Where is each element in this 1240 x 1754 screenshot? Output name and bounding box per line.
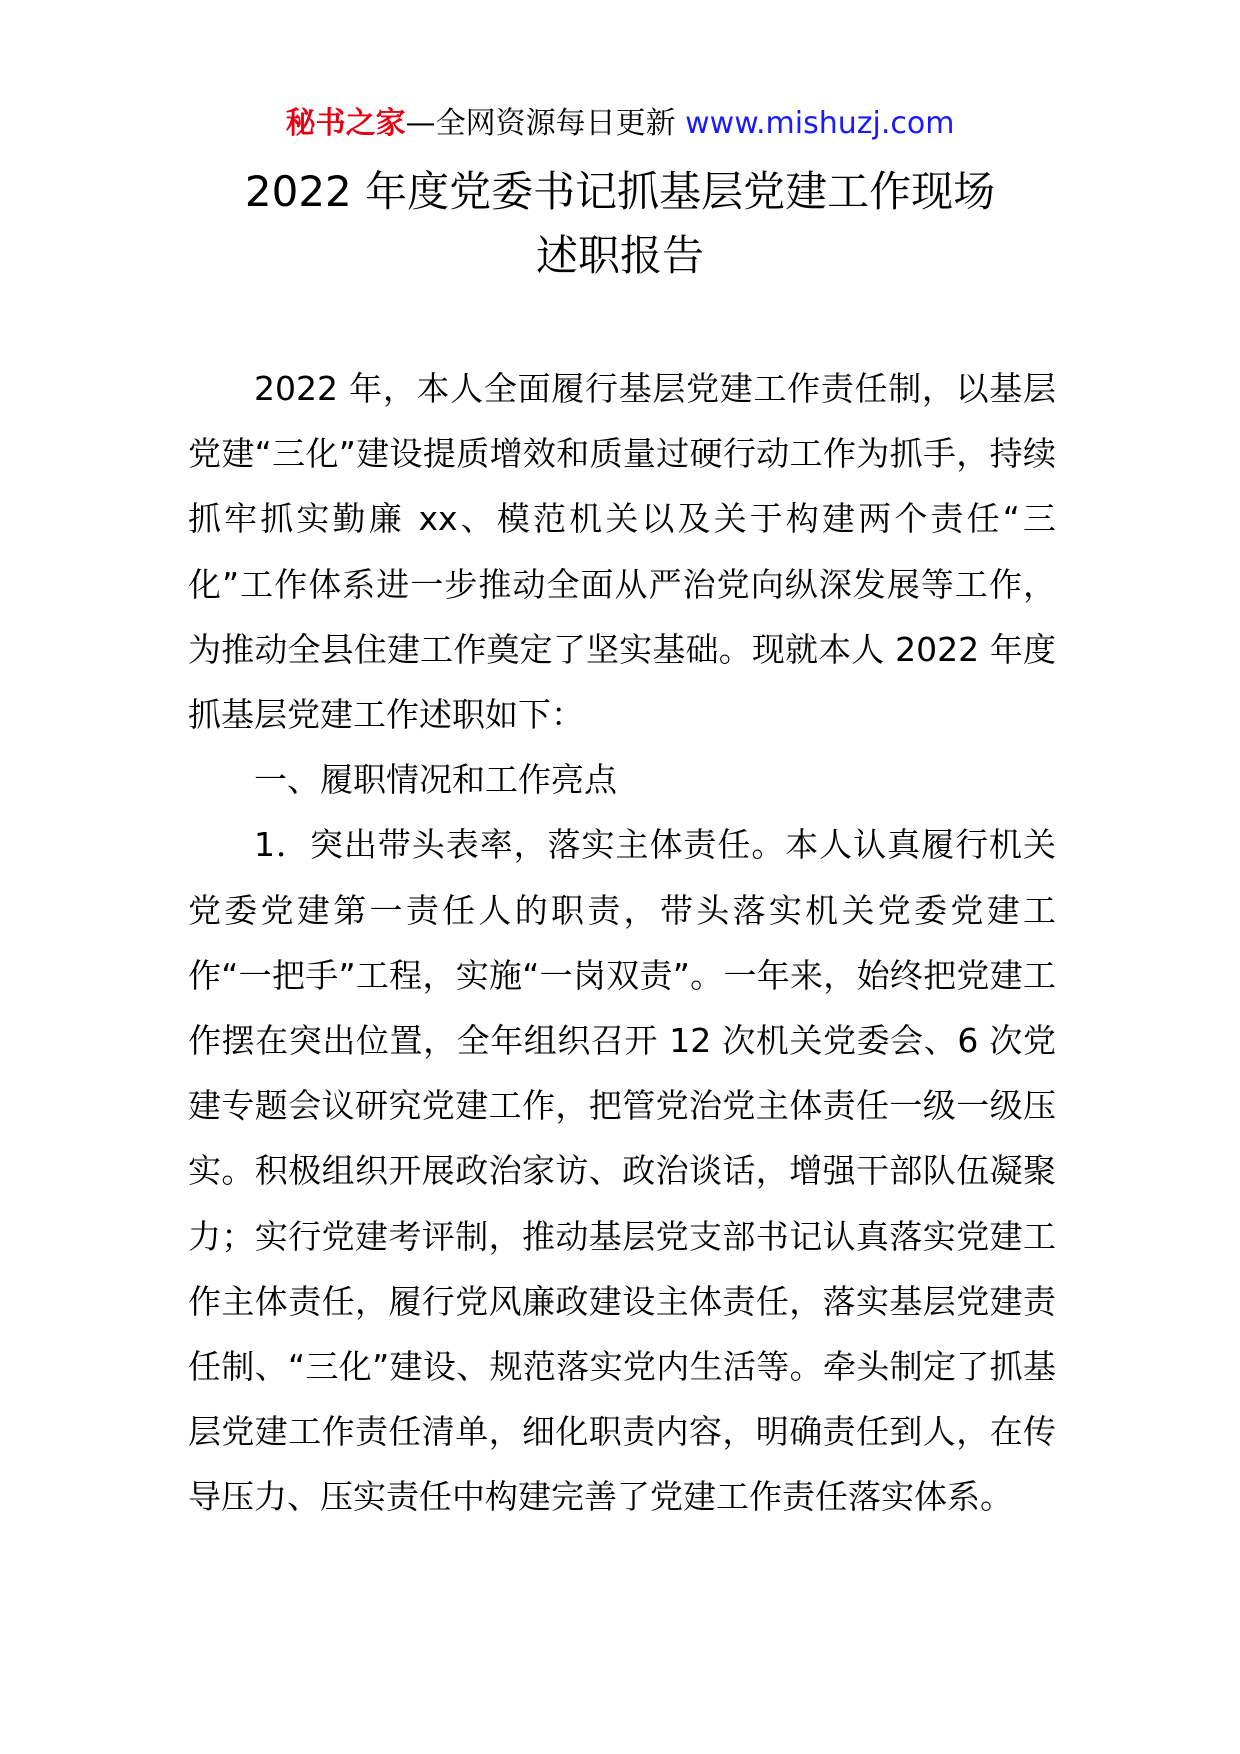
title-line-1: 2022 年度党委书记抓基层党建工作现场: [244, 167, 996, 216]
watermark-url: www.mishuzj.com: [685, 106, 955, 141]
watermark-tagline: —全网资源每日更新: [405, 106, 686, 141]
watermark-header: [0, 102, 1240, 146]
paragraph-intro: 2022 年，本人全面履行基层党建工作责任制，以基层党建“三化”建设提质增效和质量过硬行动工作为抓手，持续抓牢抓实勤廉 xx、模范机关以及关于构建两个责任“三化”工作体系进一步推动全面从严治党向纵深发展等工作，为推动全县住建工作奠定了坚实基础。现就本人 2022 年度抓基层党建工作述职如下：: [188, 369, 1056, 735]
section-heading: 一、履职情况和工作亮点: [254, 760, 617, 800]
document-title: [190, 160, 1050, 288]
title-line-2: 述职报告: [535, 231, 704, 280]
document-body: [188, 356, 1056, 1530]
paragraph-item-1: 1．突出带头表率，落实主体责任。本人认真履行机关党委党建第一责任人的职责，带头落实机关党委党建工作“一把手”工程，实施“一岗双责”。一年来，始终把党建工作摆在突出位置，全年组织召开 12 次机关党委会、6 次党建专题会议研究党建工作，把管党治党主体责任一级一级压实。积极组织开展政治家访、政治谈话，增强干部队伍凝聚力；实行党建考评制，推动基层党支部书记认真落实党建工作主体责任，履行党风廉政建设主体责任，落实基层党建责任制、“三化”建设、规范落实党内生活等。牵头制定了抓基层党建工作责任清单，细化职责内容，明确责任到人，在传导压力、压实责任中构建完善了党建工作责任落实体系。: [188, 825, 1056, 1517]
watermark-brand: 秘书之家: [285, 106, 406, 141]
